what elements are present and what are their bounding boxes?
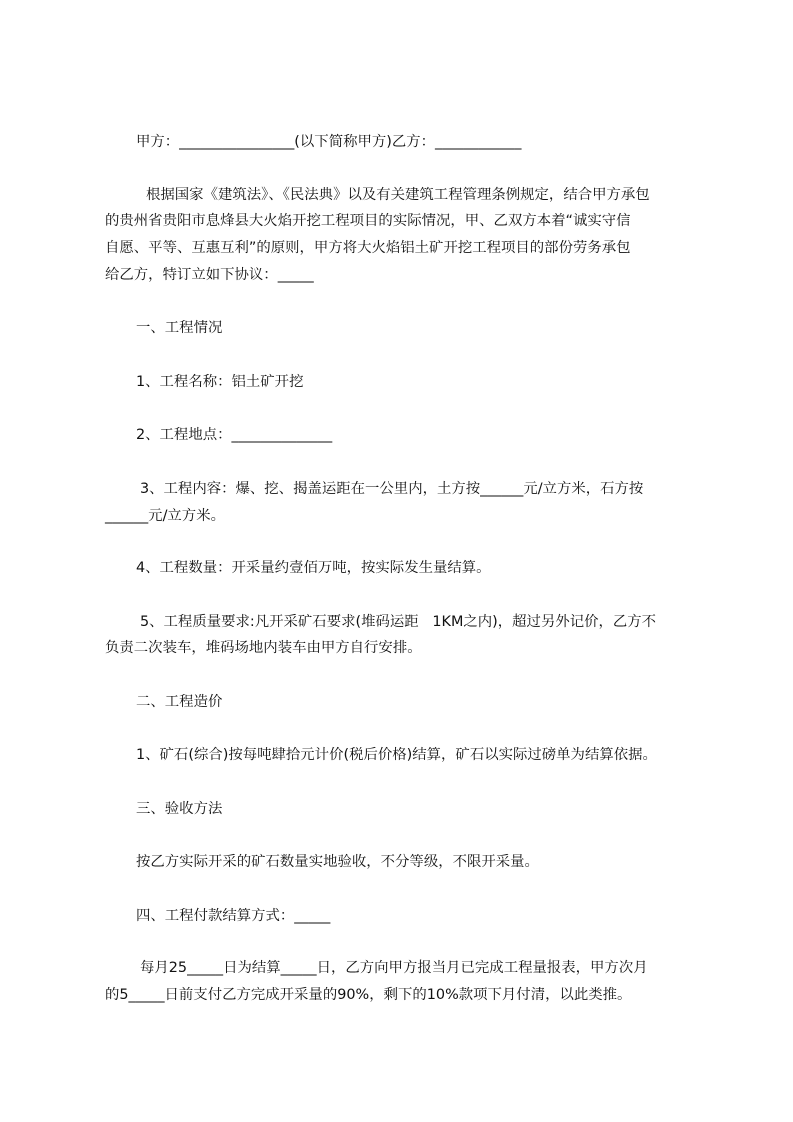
clause-1-2: 2、工程地点：______________ (136, 427, 333, 443)
clause-1-5-line-2: 负责二次装车，堆码场地内装车由甲方自行安排。 (105, 640, 422, 656)
section-heading-4: 四、工程付款结算方式：_____ (136, 908, 331, 924)
party-line: 甲方：________________(以下简称甲方)乙方：____________ (136, 134, 522, 150)
clause-4-line-2: 的5_____日前支付乙方完成开采量的90%，剩下的10%款项下月付清，以此类推。 (105, 987, 632, 1003)
clause-4-line-1: 每月25_____日为结算_____日，乙方向甲方报当月已完成工程量报表，甲方次月 (140, 960, 648, 976)
clause-1-3-line-1: 3、工程内容：爆、挖、揭盖运距在一公里内，土方按______元/立方米，石方按 (140, 481, 644, 497)
preamble-line-4: 给乙方，特订立如下协议：_____ (105, 267, 314, 283)
clause-2-1: 1、矿石(综合)按每吨肆拾元计价(税后价格)结算，矿石以实际过磅单为结算依据。 (136, 747, 657, 763)
section-heading-3: 三、验收方法 (136, 801, 223, 817)
clause-1-5-line-1: 5、工程质量要求:凡开采矿石要求(堆码运距 1KM之内)，超过另外记价，乙方不 (140, 614, 657, 630)
section-heading-2: 二、工程造价 (136, 694, 223, 710)
clause-1-1: 1、工程名称：铝土矿开挖 (136, 374, 304, 390)
clause-1-3-line-2: ______元/立方米。 (105, 508, 225, 524)
preamble-line-3: 自愿、平等、互惠互利”的原则，甲方将大火焰铝土矿开挖工程项目的部份劳务承包 (105, 240, 631, 256)
section-heading-1: 一、工程情况 (136, 320, 223, 336)
preamble-line-2: 的贵州省贵阳市息烽县大火焰开挖工程项目的实际情况，甲、乙双方本着“诚实守信 (105, 213, 631, 229)
clause-3-body: 按乙方实际开采的矿石数量实地验收，不分等级，不限开采量。 (136, 854, 539, 870)
clause-1-4: 4、工程数量：开采量约壹佰万吨，按实际发生量结算。 (136, 560, 491, 576)
preamble-line-1: 根据国家《建筑法》、《民法典》以及有关建筑工程管理条例规定，结合甲方承包 (146, 187, 650, 203)
